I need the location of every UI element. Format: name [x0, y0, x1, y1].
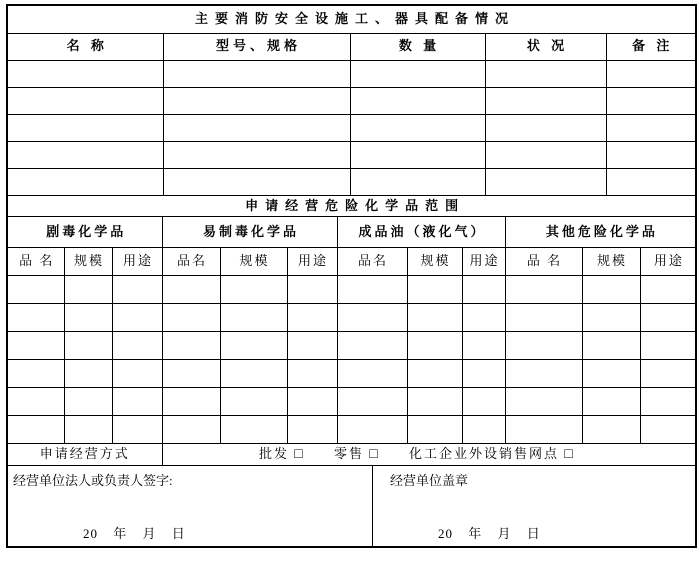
group-other-hazardous: 其他危险化学品	[505, 217, 695, 248]
fire-cell[interactable]	[163, 141, 350, 168]
signer-date: 20 年 月 日	[83, 526, 186, 541]
subcol-scale: 规模	[64, 248, 112, 276]
chem-cell[interactable]	[112, 360, 162, 388]
fire-table-row	[8, 60, 695, 87]
chem-cell[interactable]	[287, 304, 337, 332]
chem-cell[interactable]	[462, 360, 505, 388]
chem-cell[interactable]	[287, 388, 337, 416]
chem-cell[interactable]	[640, 332, 695, 360]
chem-cell[interactable]	[407, 276, 462, 304]
chem-cell[interactable]	[8, 332, 64, 360]
chem-cell[interactable]	[505, 416, 582, 444]
fire-cell[interactable]	[163, 168, 350, 195]
chem-cell[interactable]	[8, 360, 64, 388]
fire-cell[interactable]	[163, 87, 350, 114]
group-precursor: 易制毒化学品	[162, 217, 337, 248]
chem-cell[interactable]	[462, 304, 505, 332]
chem-cell[interactable]	[287, 360, 337, 388]
chem-cell[interactable]	[112, 276, 162, 304]
chem-cell[interactable]	[8, 416, 64, 444]
fire-cell[interactable]	[163, 60, 350, 87]
chem-cell[interactable]	[337, 304, 407, 332]
chem-cell[interactable]	[64, 332, 112, 360]
fire-cell[interactable]	[606, 168, 695, 195]
chem-cell[interactable]	[582, 332, 640, 360]
chem-cell[interactable]	[407, 388, 462, 416]
fire-cell[interactable]	[485, 141, 606, 168]
chem-cell[interactable]	[462, 332, 505, 360]
external-outlet-checkbox[interactable]: □	[564, 446, 573, 462]
chem-cell[interactable]	[287, 416, 337, 444]
chem-cell[interactable]	[407, 416, 462, 444]
chem-table-row	[8, 304, 695, 332]
chem-cell[interactable]	[162, 360, 220, 388]
subcol-product: 品 名	[505, 248, 582, 276]
fire-cell[interactable]	[8, 141, 163, 168]
option-external-outlet-label: 化工企业外设销售网点	[408, 445, 559, 461]
chem-cell[interactable]	[8, 388, 64, 416]
chem-cell[interactable]	[407, 304, 462, 332]
fire-cell[interactable]	[350, 87, 485, 114]
group-highly-toxic: 剧毒化学品	[8, 217, 162, 248]
chem-cell[interactable]	[582, 276, 640, 304]
fire-col-name: 名 称	[8, 33, 163, 60]
chem-cell[interactable]	[220, 276, 287, 304]
chem-cell[interactable]	[220, 416, 287, 444]
fire-cell[interactable]	[350, 168, 485, 195]
subcol-scale: 规模	[220, 248, 287, 276]
chem-table-row	[8, 360, 695, 388]
subcol-product: 品名	[337, 248, 407, 276]
chem-cell[interactable]	[505, 388, 582, 416]
subcol-scale: 规模	[582, 248, 640, 276]
chem-cell[interactable]	[112, 332, 162, 360]
chem-cell[interactable]	[582, 304, 640, 332]
signer-label: 经营单位法人或负责人签字:	[13, 473, 173, 488]
chem-cell[interactable]	[112, 416, 162, 444]
chem-cell[interactable]	[462, 388, 505, 416]
chem-cell[interactable]	[337, 388, 407, 416]
fire-cell[interactable]	[8, 168, 163, 195]
fire-col-condition: 状 况	[485, 33, 606, 60]
chem-cell[interactable]	[337, 360, 407, 388]
chem-cell[interactable]	[505, 304, 582, 332]
subcol-use: 用途	[462, 248, 505, 276]
chem-cell[interactable]	[220, 360, 287, 388]
chem-cell[interactable]	[505, 332, 582, 360]
subcol-use: 用途	[112, 248, 162, 276]
chem-cell[interactable]	[462, 276, 505, 304]
subcol-product: 品名	[162, 248, 220, 276]
subcol-use: 用途	[640, 248, 695, 276]
retail-checkbox[interactable]: □	[369, 446, 378, 462]
fire-cell[interactable]	[8, 114, 163, 141]
chem-cell[interactable]	[640, 304, 695, 332]
fire-table-title: 主要消防安全设施工、器具配备情况	[8, 6, 695, 33]
chem-table-row	[8, 332, 695, 360]
chem-cell[interactable]	[112, 388, 162, 416]
chem-cell[interactable]	[640, 388, 695, 416]
fire-col-quantity: 数 量	[350, 33, 485, 60]
chem-cell[interactable]	[220, 388, 287, 416]
chem-cell[interactable]	[162, 416, 220, 444]
chem-cell[interactable]	[64, 360, 112, 388]
chem-cell[interactable]	[407, 360, 462, 388]
business-mode-options	[162, 444, 695, 466]
chem-cell[interactable]	[337, 332, 407, 360]
fire-cell[interactable]	[485, 87, 606, 114]
chem-cell[interactable]	[640, 276, 695, 304]
business-mode-row	[8, 444, 695, 466]
chem-cell[interactable]	[287, 332, 337, 360]
option-external-outlet	[409, 446, 573, 461]
subcol-scale: 规模	[407, 248, 462, 276]
chem-cell[interactable]	[8, 304, 64, 332]
chem-cell[interactable]	[64, 388, 112, 416]
business-mode-label: 申请经营方式	[8, 444, 162, 466]
chem-table-title: 申请经营危险化学品范围	[8, 196, 695, 217]
fire-col-model-spec: 型号、规格	[163, 33, 350, 60]
group-refined-oil: 成品油（液化气）	[337, 217, 505, 248]
chem-cell[interactable]	[337, 276, 407, 304]
fire-cell[interactable]	[485, 114, 606, 141]
chem-table-row	[8, 416, 695, 444]
chem-cell[interactable]	[162, 304, 220, 332]
chem-cell[interactable]	[287, 276, 337, 304]
seal-cell[interactable]	[373, 466, 695, 546]
fire-cell[interactable]	[485, 168, 606, 195]
fire-cell[interactable]	[606, 87, 695, 114]
chem-cell[interactable]	[582, 388, 640, 416]
fire-table-row	[8, 168, 695, 195]
chem-cell[interactable]	[462, 416, 505, 444]
subcol-use: 用途	[287, 248, 337, 276]
chem-cell[interactable]	[582, 416, 640, 444]
fire-cell[interactable]	[350, 60, 485, 87]
fire-cell[interactable]	[350, 141, 485, 168]
seal-label: 经营单位盖章	[390, 473, 469, 488]
chem-cell[interactable]	[220, 332, 287, 360]
chem-cell[interactable]	[337, 416, 407, 444]
fire-cell[interactable]	[8, 87, 163, 114]
option-retail	[334, 446, 378, 461]
chem-cell[interactable]	[64, 304, 112, 332]
chemicals-scope-table	[8, 196, 695, 467]
fire-cell[interactable]	[485, 60, 606, 87]
fire-cell[interactable]	[350, 114, 485, 141]
chem-cell[interactable]	[220, 304, 287, 332]
wholesale-checkbox[interactable]: □	[294, 446, 303, 462]
option-retail-label: 零售	[333, 445, 364, 461]
application-form	[6, 4, 697, 548]
option-wholesale-label: 批发	[258, 445, 289, 461]
fire-col-remarks: 备 注	[606, 33, 695, 60]
fire-cell[interactable]	[606, 114, 695, 141]
fire-cell[interactable]	[606, 60, 695, 87]
fire-cell[interactable]	[606, 141, 695, 168]
option-wholesale	[259, 446, 303, 461]
fire-table-header-row	[8, 33, 695, 60]
chem-table-row	[8, 276, 695, 304]
fire-table-row	[8, 141, 695, 168]
chem-cell[interactable]	[64, 416, 112, 444]
chem-table-row	[8, 388, 695, 416]
fire-cell[interactable]	[163, 114, 350, 141]
chem-cell[interactable]	[505, 276, 582, 304]
chem-cell[interactable]	[64, 276, 112, 304]
fire-equipment-table	[8, 6, 695, 196]
chem-subheader-row	[8, 248, 695, 276]
chem-cell[interactable]	[582, 360, 640, 388]
chem-cell[interactable]	[162, 332, 220, 360]
seal-date: 20 年 月 日	[438, 526, 541, 541]
chem-cell[interactable]	[8, 276, 64, 304]
signature-section	[8, 466, 695, 546]
chem-cell[interactable]	[162, 276, 220, 304]
subcol-product: 品 名	[8, 248, 64, 276]
fire-table-row	[8, 114, 695, 141]
chem-cell[interactable]	[505, 360, 582, 388]
chem-cell[interactable]	[640, 416, 695, 444]
signer-cell[interactable]	[8, 466, 373, 546]
fire-cell[interactable]	[8, 60, 163, 87]
chem-cell[interactable]	[112, 304, 162, 332]
fire-table-row	[8, 87, 695, 114]
chem-cell[interactable]	[640, 360, 695, 388]
chem-cell[interactable]	[407, 332, 462, 360]
chem-cell[interactable]	[162, 388, 220, 416]
chem-group-header-row	[8, 217, 695, 248]
